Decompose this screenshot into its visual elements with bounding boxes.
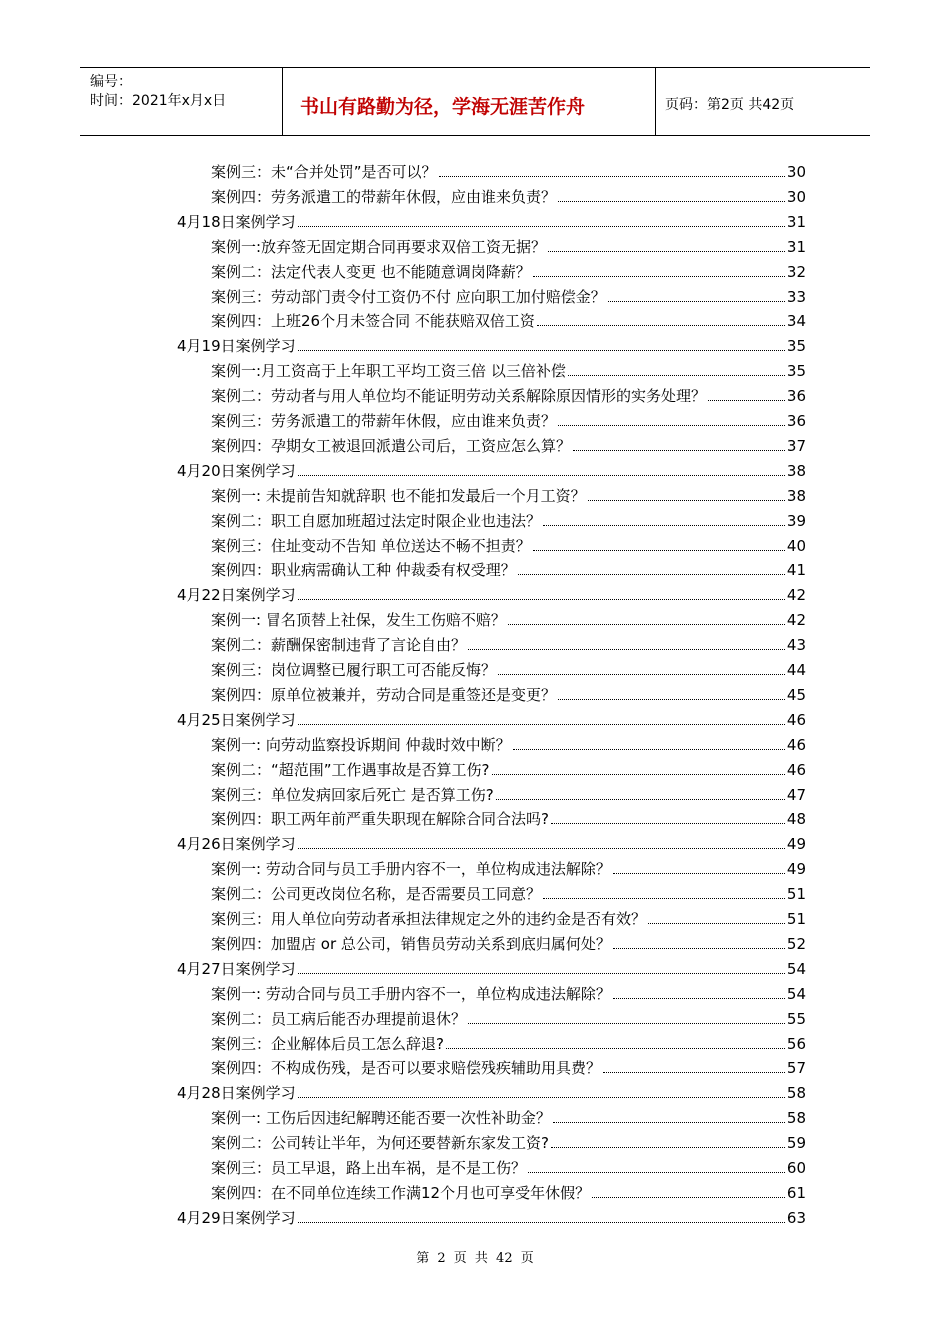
toc-entry-title: 案例一: 未提前告知就辞职 也不能扣发最后一个月工资？ — [211, 486, 586, 505]
toc-dot-leader — [708, 400, 785, 401]
toc-dot-leader — [608, 301, 785, 302]
toc-entry-page: 58 — [786, 1084, 806, 1103]
toc-dot-leader — [537, 325, 785, 326]
toc-entry-title: 案例四：加盟店 or 总公司，销售员劳动关系到底归属何处？ — [211, 934, 611, 953]
toc-dot-leader — [498, 674, 785, 675]
toc-case-entry[interactable] — [211, 904, 806, 929]
toc-entry-title: 案例三：单位发病回家后死亡 是否算工伤? — [211, 785, 494, 804]
toc-entry-page: 46 — [786, 760, 806, 779]
toc-entry-page: 31 — [786, 212, 806, 231]
toc-entry-page: 58 — [786, 1109, 806, 1128]
toc-entry-page: 36 — [786, 387, 806, 406]
toc-entry-page: 60 — [786, 1159, 806, 1177]
toc-date-heading[interactable] — [177, 207, 806, 232]
toc-date-heading[interactable] — [177, 1078, 806, 1103]
toc-entry-title: 案例三：劳动部门责令付工资仍不付 应向职工加付赔偿金？ — [211, 287, 606, 306]
toc-entry-page: 49 — [786, 860, 806, 879]
toc-entry-title: 案例四：在不同单位连续工作满12个月也可享受年休假？ — [211, 1183, 591, 1202]
header-top-rule — [80, 67, 870, 68]
toc-entry-title: 案例四：职工两年前严重失职现在解除合同合法吗? — [211, 810, 549, 829]
toc-date-heading[interactable] — [177, 1203, 806, 1228]
toc-entry-title: 4月19日案例学习 — [177, 337, 296, 356]
toc-entry-page: 46 — [786, 735, 806, 754]
toc-entry-title: 4月18日案例学习 — [177, 212, 296, 231]
toc-case-entry[interactable] — [211, 755, 806, 780]
toc-entry-page: 63 — [786, 1208, 806, 1227]
toc-case-entry[interactable] — [211, 381, 806, 406]
toc-dot-leader — [573, 450, 785, 451]
toc-entry-page: 37 — [786, 436, 806, 455]
toc-date-heading[interactable] — [177, 954, 806, 979]
toc-entry-title: 案例四：上班26个月未签合同 不能获赔双倍工资 — [211, 312, 535, 331]
toc-dot-leader — [298, 350, 785, 351]
toc-case-entry[interactable] — [211, 232, 806, 257]
toc-dot-leader — [298, 1097, 785, 1098]
toc-case-entry[interactable] — [211, 929, 806, 954]
toc-case-entry[interactable] — [211, 804, 806, 829]
toc-entry-page: 42 — [786, 586, 806, 605]
toc-dot-leader — [603, 1072, 785, 1073]
toc-entry-title: 案例二：“超范围”工作遇事故是否算工伤? — [211, 760, 490, 779]
toc-dot-leader — [298, 599, 785, 600]
toc-dot-leader — [592, 1197, 785, 1198]
toc-case-entry[interactable] — [211, 1153, 806, 1178]
toc-dot-leader — [533, 550, 785, 551]
toc-case-entry[interactable] — [211, 879, 806, 904]
toc-entry-title: 案例三：未“合并处罚”是否可以？ — [211, 163, 437, 181]
toc-entry-title: 4月25日案例学习 — [177, 710, 296, 729]
toc-dot-leader — [613, 873, 785, 874]
toc-dot-leader — [518, 574, 785, 575]
toc-dot-leader — [298, 226, 785, 227]
toc-dot-leader — [508, 624, 785, 625]
toc-dot-leader — [533, 276, 785, 277]
toc-entry-page: 42 — [786, 611, 806, 630]
toc-dot-leader — [588, 500, 785, 501]
toc-dot-leader — [558, 425, 785, 426]
toc-entry-page: 32 — [786, 262, 806, 281]
toc-entry-title: 案例四：孕期女工被退回派遣公司后，工资应怎么算？ — [211, 436, 572, 455]
toc-dot-leader — [528, 1172, 785, 1173]
toc-case-entry[interactable] — [211, 1178, 806, 1203]
toc-dot-leader — [446, 1048, 785, 1049]
toc-dot-leader — [613, 998, 785, 999]
toc-dot-leader — [439, 176, 785, 177]
toc-dot-leader — [551, 1147, 785, 1148]
toc-entry-title: 案例一: 冒名顶替上社保，发生工伤赔不赔？ — [211, 611, 506, 630]
header-page-info: 页码：第2页 共42页 — [665, 97, 795, 113]
toc-case-entry[interactable] — [211, 1029, 806, 1054]
toc-dot-leader — [548, 251, 785, 252]
toc-dot-leader — [468, 1023, 785, 1024]
toc-entry-title: 4月22日案例学习 — [177, 586, 296, 605]
toc-entry-title: 4月28日案例学习 — [177, 1084, 296, 1103]
toc-case-entry[interactable] — [211, 655, 806, 680]
toc-entry-title: 案例二：法定代表人变更 也不能随意调岗降薪？ — [211, 262, 531, 281]
toc-dot-leader — [468, 649, 785, 650]
toc-entry-title: 案例三：劳务派遣工的带薪年休假，应由谁来负责？ — [211, 412, 557, 430]
toc-entry-title: 案例三：住址变动不告知 单位送达不畅不担责？ — [211, 536, 531, 555]
toc-entry-title: 案例四：不构成伤残，是否可以要求赔偿残疾辅助用具费？ — [211, 1059, 602, 1078]
toc-dot-leader — [298, 973, 785, 974]
toc-entry-title: 案例一: 劳动合同与员工手册内容不一，单位构成违法解除？ — [211, 860, 611, 879]
toc-case-entry[interactable] — [211, 306, 806, 331]
toc-date-heading[interactable] — [177, 580, 806, 605]
toc-dot-leader — [298, 848, 785, 849]
header-divider-right — [655, 67, 656, 136]
toc-entry-title: 案例四：原单位被兼并，劳动合同是重签还是变更？ — [211, 685, 557, 704]
toc-entry-page: 30 — [786, 187, 806, 206]
toc-case-entry[interactable] — [211, 282, 806, 307]
toc-dot-leader — [298, 475, 785, 476]
toc-case-entry[interactable] — [211, 257, 806, 282]
toc-entry-page: 57 — [786, 1059, 806, 1078]
toc-entry-page: 55 — [786, 1009, 806, 1028]
header-divider-left — [282, 67, 283, 136]
toc-entry-title: 4月20日案例学习 — [177, 461, 296, 480]
toc-dot-leader — [513, 749, 785, 750]
toc-entry-page: 38 — [786, 486, 806, 505]
page-footer: 第 2 页 共 42 页 — [416, 1251, 534, 1266]
toc-dot-leader — [543, 525, 785, 526]
toc-dot-leader — [496, 799, 785, 800]
toc-entry-page: 40 — [786, 536, 806, 555]
toc-entry-page: 59 — [786, 1134, 806, 1153]
toc-entry-title: 案例二：职工自愿加班超过法定时限企业也违法？ — [211, 511, 542, 530]
toc-entry-page: 31 — [786, 237, 806, 256]
toc-entry-page: 30 — [786, 163, 806, 181]
toc-entry-title: 案例二：员工病后能否办理提前退休？ — [211, 1009, 467, 1028]
toc-entry-page: 52 — [786, 934, 806, 953]
toc-entry-title: 案例二：劳动者与用人单位均不能证明劳动关系解除原因情形的实务处理？ — [211, 387, 707, 406]
toc-dot-leader — [558, 699, 785, 700]
toc-entry-title: 案例三：岗位调整已履行职工可否能反悔？ — [211, 661, 497, 679]
toc-case-entry[interactable] — [211, 406, 806, 431]
toc-case-entry[interactable] — [211, 1103, 806, 1128]
toc-date-heading[interactable] — [177, 705, 806, 730]
toc-dot-leader — [613, 948, 785, 949]
toc-entry-page: 43 — [786, 636, 806, 655]
toc-entry-page: 34 — [786, 312, 806, 331]
doc-time-label: 时间：2021年x月x日 — [90, 93, 227, 109]
toc-entry-page: 61 — [786, 1183, 806, 1202]
toc-date-heading[interactable] — [177, 331, 806, 356]
toc-dot-leader — [492, 774, 785, 775]
toc-date-heading[interactable] — [177, 456, 806, 481]
toc-case-entry[interactable] — [211, 1053, 806, 1078]
toc-entry-title: 4月26日案例学习 — [177, 835, 296, 854]
toc-case-entry[interactable] — [211, 1004, 806, 1029]
toc-entry-title: 案例一: 工伤后因违纪解聘还能否要一次性补助金？ — [211, 1109, 551, 1128]
toc-case-entry[interactable] — [211, 431, 806, 456]
toc-dot-leader — [551, 823, 785, 824]
toc-entry-page: 54 — [786, 984, 806, 1003]
toc-case-entry[interactable] — [211, 979, 806, 1004]
toc-entry-title: 案例一: 向劳动监察投诉期间 仲裁时效中断？ — [211, 735, 511, 754]
toc-case-entry[interactable] — [211, 555, 806, 580]
toc-entry-title: 案例二：薪酬保密制违背了言论自由？ — [211, 636, 467, 655]
toc-entry-page: 56 — [786, 1034, 806, 1053]
toc-entry-page: 36 — [786, 412, 806, 430]
toc-entry-page: 44 — [786, 661, 806, 679]
toc-entry-title: 案例一:月工资高于上年职工平均工资三倍 以三倍补偿 — [211, 362, 566, 381]
toc-entry-page: 48 — [786, 810, 806, 829]
toc-case-entry[interactable] — [211, 481, 806, 506]
toc-entry-title: 案例三：企业解体后员工怎么辞退? — [211, 1034, 444, 1053]
toc-case-entry[interactable] — [211, 680, 806, 705]
toc-entry-title: 案例三：员工早退，路上出车祸，是不是工伤？ — [211, 1159, 527, 1177]
toc-entry-page: 38 — [786, 461, 806, 480]
toc-entry-title: 案例一:放弃签无固定期合同再要求双倍工资无据？ — [211, 237, 547, 256]
toc-dot-leader — [568, 375, 785, 376]
header-motto: 书山有路勤为径，学海无涯苦作舟 — [300, 96, 586, 118]
toc-case-entry[interactable] — [211, 531, 806, 556]
toc-entry-page: 51 — [786, 885, 806, 904]
header-bottom-rule — [80, 135, 870, 136]
toc-entry-title: 案例一: 劳动合同与员工手册内容不一，单位构成违法解除？ — [211, 984, 611, 1003]
toc-entry-title: 案例四：劳务派遣工的带薪年休假，应由谁来负责？ — [211, 187, 557, 206]
toc-case-entry[interactable] — [211, 1128, 806, 1153]
toc-entry-page: 39 — [786, 511, 806, 530]
toc-entry-title: 案例二：公司更改岗位名称，是否需要员工同意？ — [211, 885, 542, 904]
toc-dot-leader — [648, 923, 785, 924]
toc-case-entry[interactable] — [211, 157, 806, 182]
doc-number-label: 编号： — [90, 74, 132, 90]
toc-case-entry[interactable] — [211, 506, 806, 531]
toc-dot-leader — [553, 1122, 785, 1123]
toc-entry-page: 41 — [786, 561, 806, 580]
toc-entry-page: 45 — [786, 685, 806, 704]
toc-case-entry[interactable] — [211, 630, 806, 655]
toc-entry-page: 46 — [786, 710, 806, 729]
toc-entry-title: 4月27日案例学习 — [177, 959, 296, 978]
toc-entry-page: 49 — [786, 835, 806, 854]
toc-case-entry[interactable] — [211, 854, 806, 879]
toc-entry-title: 案例三：用人单位向劳动者承担法律规定之外的违约金是否有效？ — [211, 910, 647, 928]
toc-case-entry[interactable] — [211, 730, 806, 755]
toc-date-heading[interactable] — [177, 829, 806, 854]
toc-entry-title: 4月29日案例学习 — [177, 1208, 296, 1227]
toc-entry-page: 47 — [786, 785, 806, 804]
toc-entry-page: 35 — [786, 337, 806, 356]
toc-entry-title: 案例四：职业病需确认工种 仲裁委有权受理？ — [211, 561, 516, 580]
toc-dot-leader — [298, 1222, 785, 1223]
toc-case-entry[interactable] — [211, 356, 806, 381]
toc-case-entry[interactable] — [211, 182, 806, 207]
toc-entry-page: 35 — [786, 362, 806, 381]
toc-entry-page: 33 — [786, 287, 806, 306]
toc-entry-page: 51 — [786, 910, 806, 928]
toc-dot-leader — [558, 201, 785, 202]
toc-dot-leader — [543, 898, 785, 899]
toc-case-entry[interactable] — [211, 780, 806, 805]
toc-case-entry[interactable] — [211, 605, 806, 630]
toc-entry-title: 案例二：公司转让半年，为何还要替新东家发工资? — [211, 1134, 549, 1153]
toc-entry-page: 54 — [786, 959, 806, 978]
toc-dot-leader — [298, 724, 785, 725]
